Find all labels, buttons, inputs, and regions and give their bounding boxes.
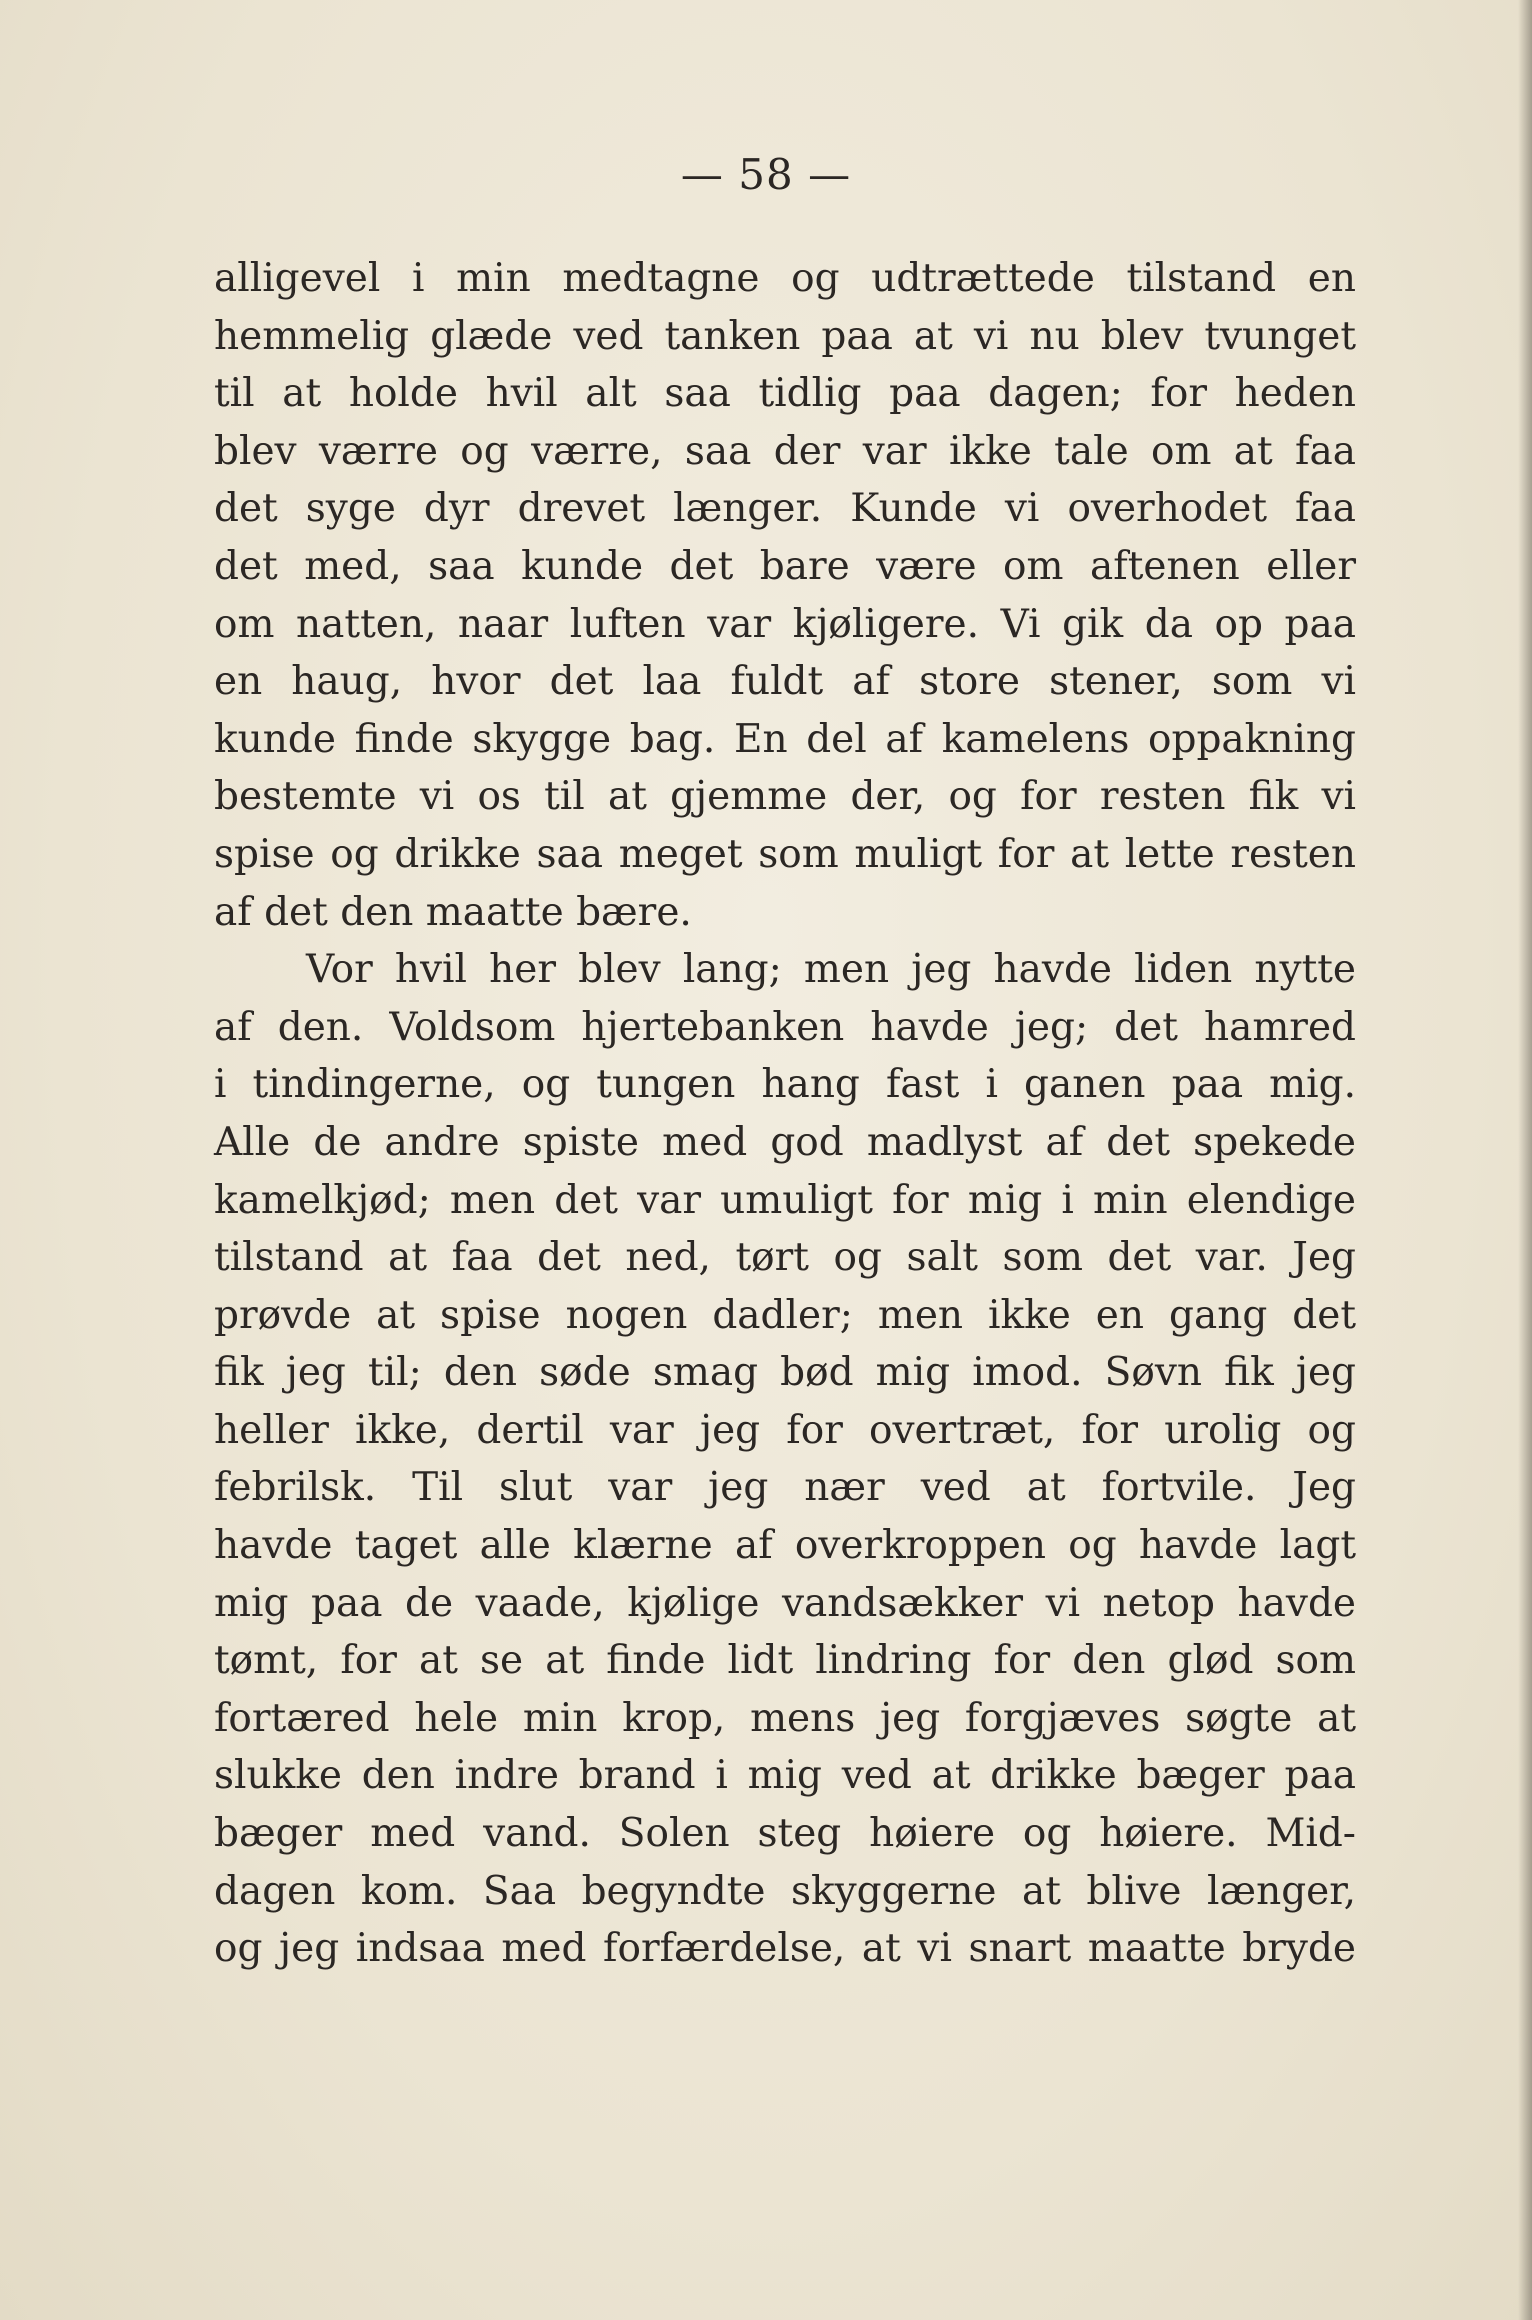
text-line: slukke den indre brand i mig ved at drikke bæger paa xyxy=(214,1753,1356,1799)
page-number: — 58 — xyxy=(680,150,852,199)
text-line: dagen kom. Saa begyndte skyggerne at blive længer, xyxy=(214,1868,1356,1914)
text-line: mig paa de vaade, kjølige vandsækker vi netop havde xyxy=(214,1580,1356,1626)
text-line: tømt, for at se at finde lidt lindring for den glød som xyxy=(214,1638,1356,1684)
text-line: fortæred hele min krop, mens jeg forgjæves søgte at xyxy=(214,1695,1356,1741)
text-line: havde taget alle klærne af overkroppen og havde lagt xyxy=(214,1523,1356,1569)
text-line: spise og drikke saa meget som muligt for at lette resten xyxy=(214,831,1356,877)
page-edge-shadow xyxy=(1518,0,1532,2320)
text-line: tilstand at faa det ned, tørt og salt som det var. Jeg xyxy=(214,1235,1356,1281)
text-line: febrilsk. Til slut var jeg nær ved at fortvile. Jeg xyxy=(214,1465,1356,1511)
text-line: om natten, naar luften var kjøligere. Vi gik da op paa xyxy=(214,601,1356,647)
text-line: prøvde at spise nogen dadler; men ikke en gang det xyxy=(214,1292,1356,1338)
text-line: i tindingerne, og tungen hang fast i ganen paa mig. xyxy=(214,1062,1356,1108)
text-line: Vor hvil her blev lang; men jeg havde liden nytte xyxy=(306,947,1356,993)
text-line: det syge dyr drevet længer. Kunde vi overhodet faa xyxy=(214,486,1356,532)
text-line: bestemte vi os til at gjemme der, og for resten fik vi xyxy=(214,774,1356,820)
text-line: af den. Voldsom hjertebanken havde jeg; det hamred xyxy=(214,1004,1356,1050)
text-line: hemmelig glæde ved tanken paa at vi nu blev tvunget xyxy=(214,313,1356,359)
text-line: blev værre og værre, saa der var ikke tale om at faa xyxy=(214,428,1356,474)
text-line: af det den maatte bære. xyxy=(214,889,692,935)
text-line: og jeg indsaa med forfærdelse, at vi snart maatte bryde xyxy=(214,1926,1356,1972)
paragraph-2 xyxy=(214,941,1356,1978)
paragraph-1 xyxy=(214,250,1356,941)
text-line: en haug, hvor det laa fuldt af store stener, som vi xyxy=(214,659,1356,705)
body-text xyxy=(214,250,1356,1978)
text-line: heller ikke, dertil var jeg for overtræt, for urolig og xyxy=(214,1407,1356,1453)
text-line: alligevel i min medtagne og udtrættede tilstand en xyxy=(214,256,1356,301)
text-line: til at holde hvil alt saa tidlig paa dagen; for heden xyxy=(214,371,1356,417)
text-line: kunde finde skygge bag. En del af kamelens oppakning xyxy=(214,716,1356,762)
text-line: kamelkjød; men det var umuligt for mig i min elendige xyxy=(214,1177,1356,1223)
text-line: Alle de andre spiste med god madlyst af det spekede xyxy=(214,1119,1356,1165)
text-line: fik jeg til; den søde smag bød mig imod. Søvn fik jeg xyxy=(214,1350,1356,1396)
text-line: det med, saa kunde det bare være om aftenen eller xyxy=(214,543,1356,589)
text-line: bæger med vand. Solen steg høiere og høiere. Mid- xyxy=(214,1811,1356,1857)
